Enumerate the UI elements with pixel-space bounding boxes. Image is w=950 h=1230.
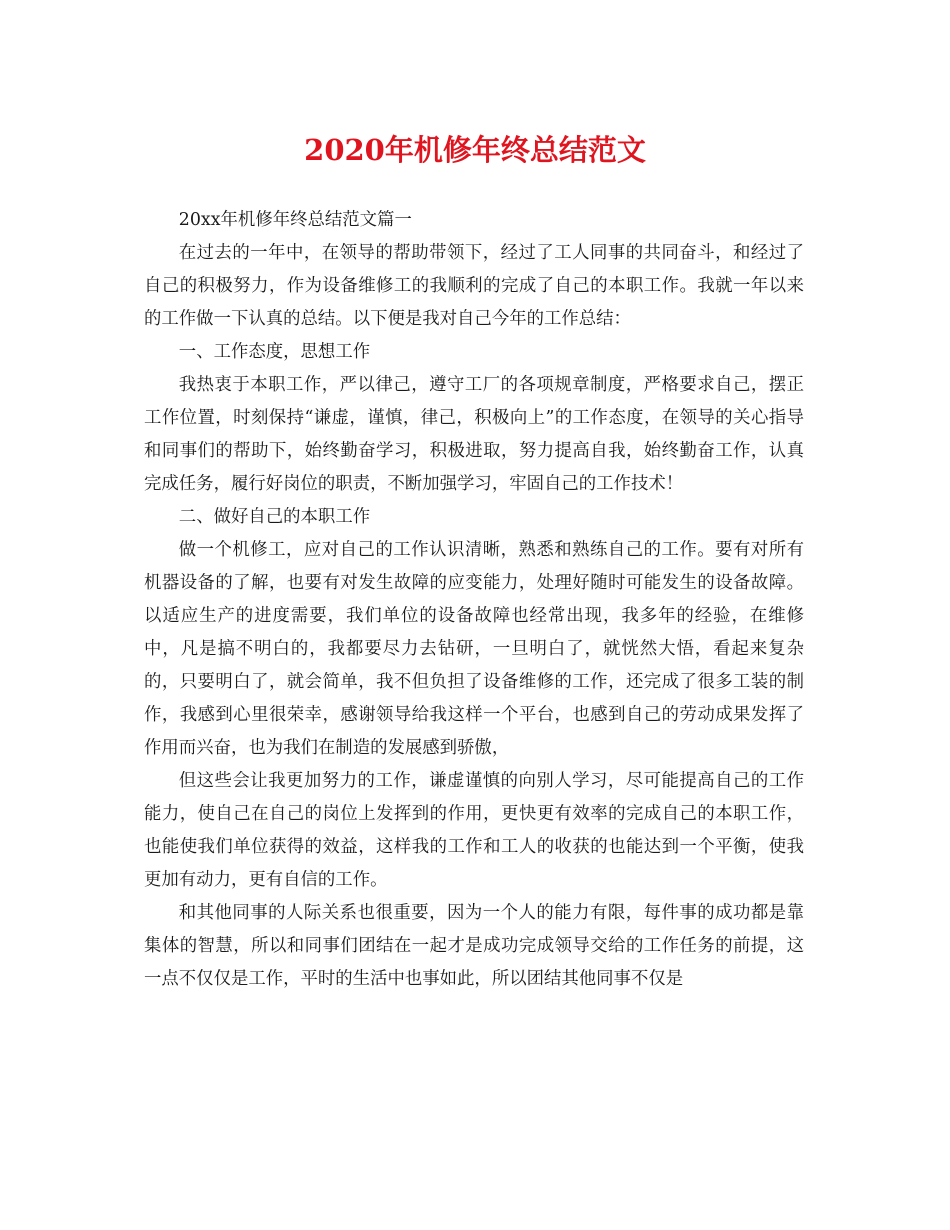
document-body <box>144 204 804 996</box>
paragraph-heading-attitude: 一、工作态度，思想工作 <box>178 342 371 362</box>
document-title: 2020年机修年终总结范文 <box>304 133 646 167</box>
paragraph-intro: 在过去的一年中，在领导的帮助带领下，经过了工人同事的共同奋斗，和经过了自己的积极努力，作为设备维修工的我顺利的完成了自己的本职工作。我就一年以来的工作做一下认真的总结。以下便是我对自己今年的工作总结： <box>144 243 804 329</box>
paragraph-heading-duty: 二、做好自己的本职工作 <box>178 507 371 527</box>
paragraph-attitude: 我热衷于本职工作，严以律己，遵守工厂的各项规章制度，严格要求自己，摆正工作位置，时刻保持“谦虚，谨慎，律己，积极向上”的工作态度，在领导的关心指导和同事们的帮助下，始终勤奋学习，积极进取，努力提高自我，始终勤奋工作，认真完成任务，履行好岗位的职责，不断加强学习，牢固自己的工作技术！ <box>144 375 804 494</box>
paragraph-effort: 但这些会让我更加努力的工作，谦虚谨慎的向别人学习，尽可能提高自己的工作能力，使自己在自己的岗位上发挥到的作用，更快更有效率的完成自己的本职工作，也能使我们单位获得的效益，这样我的工作和工人的收获的也能达到一个平衡，使我更加有动力，更有自信的工作。 <box>144 771 804 890</box>
paragraph-section-heading: 20xx年机修年终总结范文篇一 <box>178 210 412 230</box>
paragraph-duty: 做一个机修工，应对自己的工作认识清晰，熟悉和熟练自己的工作。要有对所有机器设备的了解，也要有对发生故障的应变能力，处理好随时可能发生的设备故障。以适应生产的进度需要，我们单位的设备故障也经常出现，我多年的经验，在维修中，凡是搞不明白的，我都要尽力去钻研，一旦明白了，就恍然大悟，看起来复杂的，只要明白了，就会简单，我不但负担了设备维修的工作，还完成了很多工装的制作，我感到心里很荣幸，感谢领导给我这样一个平台，也感到自己的劳动成果发挥了作用而兴奋，也为我们在制造的发展感到骄傲， <box>144 540 804 758</box>
paragraph-colleagues: 和其他同事的人际关系也很重要，因为一个人的能力有限，每件事的成功都是靠集体的智慧，所以和同事们团结在一起才是成功完成领导交给的工作任务的前提，这一点不仅仅是工作，平时的生活中也事如此，所以团结其他同事不仅是 <box>144 903 804 989</box>
